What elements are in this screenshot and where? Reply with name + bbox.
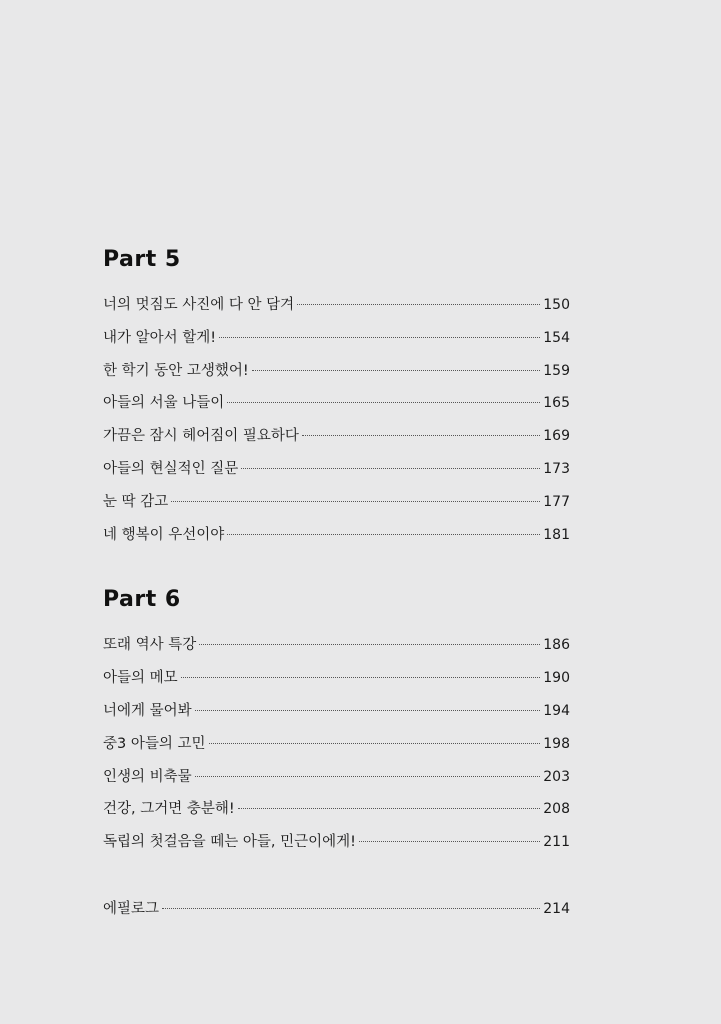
entry-page: 169: [543, 428, 570, 445]
entry-title: 중3 아들의 고민: [103, 735, 206, 752]
part-5-section: [103, 245, 570, 551]
entry-page: 186: [543, 637, 570, 654]
entry-page: 154: [543, 329, 570, 346]
dot-leader: [171, 501, 540, 502]
part-6-section: [103, 585, 570, 859]
toc-entry-epilogue: [103, 893, 570, 926]
entry-page: 198: [543, 735, 570, 752]
dot-leader: [227, 534, 540, 535]
table-of-contents: [103, 245, 570, 926]
entry-page: 165: [543, 395, 570, 412]
entry-title: 건강, 그거면 충분해!: [103, 801, 235, 818]
entry-title: 너에게 물어봐: [103, 702, 192, 719]
dot-leader: [241, 468, 540, 469]
toc-entry: [103, 289, 570, 322]
entry-title: 가끔은 잠시 헤어짐이 필요하다: [103, 428, 299, 445]
toc-entry: [103, 728, 570, 761]
toc-entry: [103, 629, 570, 662]
dot-leader: [227, 402, 540, 403]
dot-leader: [359, 841, 540, 842]
entry-page: 173: [543, 460, 570, 477]
entry-page: 214: [543, 900, 570, 917]
entry-title: 눈 딱 감고: [103, 493, 169, 510]
entry-title: 너의 멋짐도 사진에 다 안 담겨: [103, 297, 295, 313]
entry-title: 내가 알아서 할게!: [103, 329, 217, 346]
toc-entry: [103, 662, 570, 695]
entry-title: 에필로그: [103, 900, 160, 917]
dot-leader: [181, 677, 541, 678]
entry-page: 203: [543, 768, 570, 785]
entry-page: 194: [543, 702, 570, 719]
entry-page: 181: [543, 526, 570, 543]
entry-title: 인생의 비축물: [103, 768, 192, 785]
dot-leader: [297, 304, 540, 305]
dot-leader: [199, 644, 540, 645]
entry-title: 아들의 서울 나들이: [103, 395, 225, 412]
entry-title: 아들의 메모: [103, 670, 178, 687]
entry-title: 독립의 첫걸음을 떼는 아들, 민근이에게!: [103, 834, 356, 851]
toc-entry: [103, 420, 570, 453]
entry-page: 159: [543, 362, 570, 379]
entry-title: 또래 역사 특강: [103, 637, 197, 654]
toc-entry: [103, 387, 570, 420]
entry-page: 150: [543, 297, 570, 313]
toc-entry: [103, 355, 570, 388]
dot-leader: [195, 776, 541, 777]
part-title: Part 6: [103, 587, 181, 613]
entry-title: 네 행복이 우선이야: [103, 526, 225, 543]
entry-title: 한 학기 동안 고생했어!: [103, 362, 249, 379]
entry-title: 아들의 현실적인 질문: [103, 460, 239, 477]
toc-entry: [103, 761, 570, 794]
toc-entry: [103, 695, 570, 728]
entry-page: 177: [543, 493, 570, 510]
toc-entry: [103, 453, 570, 486]
dot-leader: [302, 435, 540, 436]
entry-page: 208: [543, 801, 570, 818]
entry-page: 211: [543, 834, 570, 851]
toc-entry: [103, 826, 570, 859]
dot-leader: [252, 370, 541, 371]
dot-leader: [209, 743, 541, 744]
dot-leader: [162, 908, 540, 909]
dot-leader: [238, 808, 541, 809]
dot-leader: [219, 337, 540, 338]
toc-entry: [103, 486, 570, 519]
entry-page: 190: [543, 670, 570, 687]
toc-entry: [103, 322, 570, 355]
part-title: Part 5: [103, 247, 181, 272]
toc-entry: [103, 793, 570, 826]
toc-entry: [103, 519, 570, 552]
epilogue-section: [103, 893, 570, 926]
dot-leader: [195, 710, 541, 711]
